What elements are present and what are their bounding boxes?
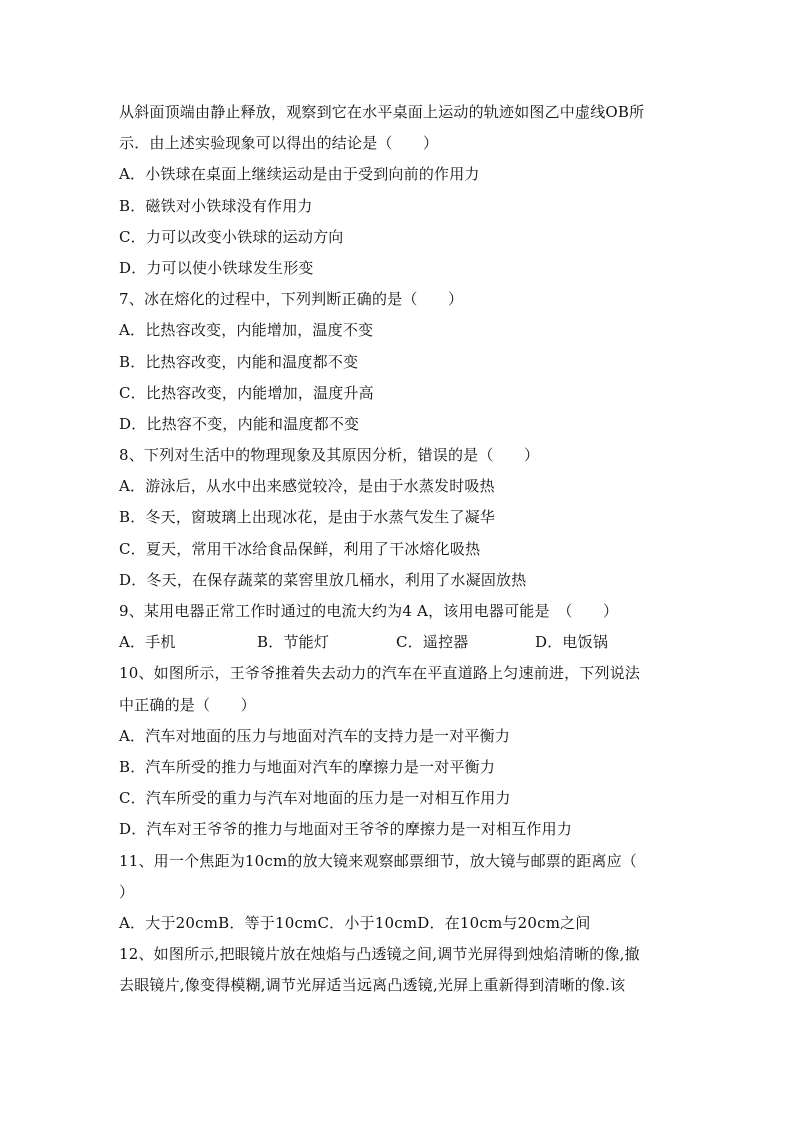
- q6-stem-line-2: 示．由上述实验现象可以得出的结论是（ ）: [119, 134, 439, 153]
- q8-stem: 8、下列对生活中的物理现象及其原因分析，错误的是（ ）: [119, 446, 540, 465]
- q6-option-a: A．小铁球在桌面上继续运动是由于受到向前的作用力: [119, 165, 480, 184]
- q11-options: A．大于20cmB．等于10cmC．小于10cmD．在10cm与20cm之间: [119, 913, 591, 932]
- q12-stem-line-2: 去眼镜片,像变得模糊,调节光屏适当远离凸透镜,光屏上重新得到清晰的像.该: [119, 976, 626, 995]
- q6-option-d: D．力可以使小铁球发生形变: [119, 258, 314, 277]
- q11-stem-line-2: ）: [119, 882, 135, 901]
- q10-option-c: C．汽车所受的重力与汽车对地面的压力是一对相互作用力: [119, 789, 511, 808]
- q12-stem-line-1: 12、如图所示,把眼镜片放在烛焰与凸透镜之间,调节光屏得到烛焰清晰的像,撤: [119, 945, 640, 964]
- q8-option-b: B．冬天，窗玻璃上出现冰花，是由于水蒸气发生了凝华: [119, 508, 496, 527]
- q10-stem-line-2: 中正确的是（ ）: [119, 695, 256, 714]
- q10-option-b: B．汽车所受的推力与地面对汽车的摩擦力是一对平衡力: [119, 757, 496, 776]
- q9-option-b: B．节能灯: [257, 633, 330, 652]
- q6-stem-line-1: 从斜面顶端由静止释放，观察到它在水平桌面上运动的轨迹如图乙中虚线OB所: [119, 103, 645, 121]
- q7-option-d: D．比热容不变，内能和温度都不变: [119, 414, 360, 433]
- q11-stem-line-1: 11、用一个焦距为10cm的放大镜来观察邮票细节，放大镜与邮票的距离应（: [119, 851, 638, 870]
- q10-stem-line-1: 10、如图所示，王爷爷推着失去动力的汽车在平直道路上匀速前进，下列说法: [119, 664, 641, 683]
- q8-option-d: D．冬天，在保存蔬菜的菜窖里放几桶水，利用了水凝固放热: [119, 570, 527, 589]
- q9-stem: 9、某用电器正常工作时通过的电流大约为4 A，该用电器可能是 （ ）: [119, 602, 619, 620]
- q8-option-c: C．夏天，常用干冰给食品保鲜，利用了干冰熔化吸热: [119, 539, 481, 558]
- q9-option-d: D．电饭锅: [535, 633, 609, 652]
- q6-option-b: B．磁铁对小铁球没有作用力: [119, 196, 313, 215]
- q9-option-a: A．手机: [119, 633, 176, 652]
- q7-option-b: B．比热容改变，内能和温度都不变: [119, 352, 359, 371]
- q8-option-a: A．游泳后，从水中出来感觉较冷，是由于水蒸发时吸热: [119, 477, 495, 496]
- document-body: [119, 97, 679, 1001]
- q7-option-c: C．比热容改变，内能增加，温度升高: [119, 383, 374, 402]
- q7-stem: 7、冰在熔化的过程中，下列判断正确的是（ ）: [119, 290, 464, 309]
- q9-option-c: C．遥控器: [396, 633, 469, 652]
- q9-options-row: [119, 627, 679, 658]
- q7-option-a: A．比热容改变，内能增加，温度不变: [119, 321, 374, 340]
- q10-option-a: A．汽车对地面的压力与地面对汽车的支持力是一对平衡力: [119, 726, 511, 745]
- q10-option-d: D．汽车对王爷爷的推力与地面对王爷爷的摩擦力是一对相互作用力: [119, 820, 573, 839]
- q6-option-c: C．力可以改变小铁球的运动方向: [119, 227, 344, 246]
